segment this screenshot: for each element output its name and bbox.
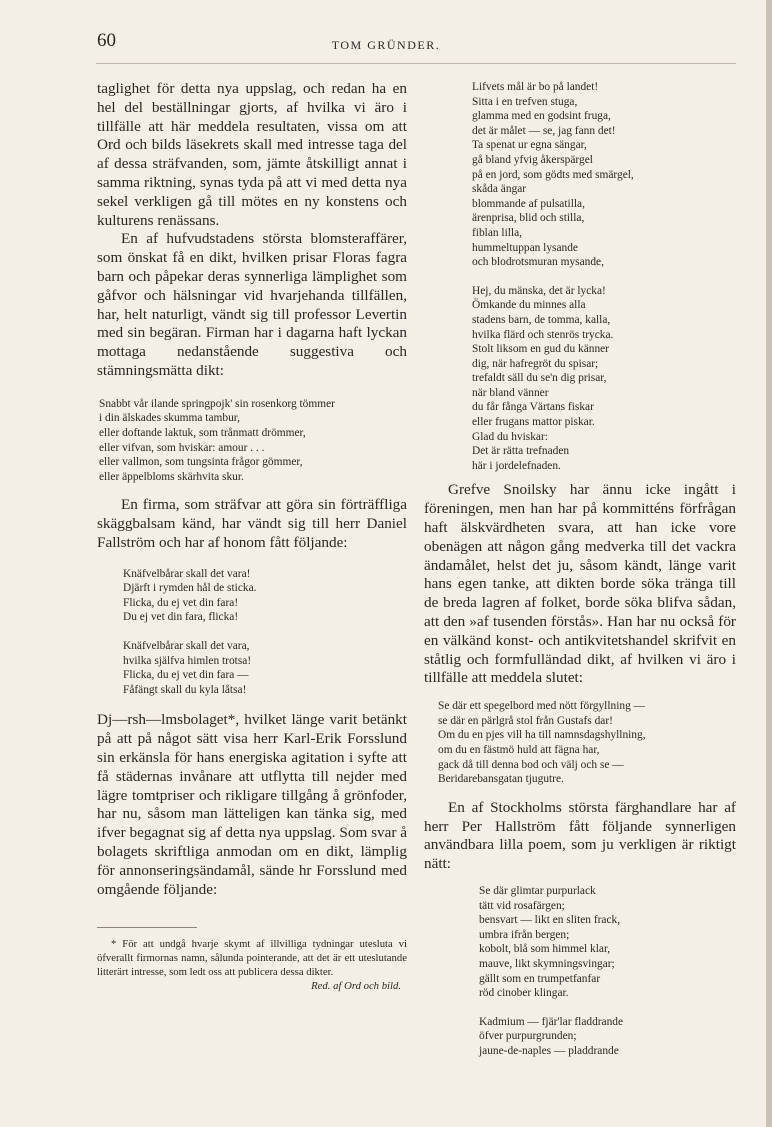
verse-line: Glad du hviskar: <box>472 430 548 443</box>
verse-line: gå bland yfvig åkerspärgel <box>472 153 593 166</box>
verse-line: tätt vid rosafärgen; <box>479 899 565 912</box>
verse-line: Beridarebansgatan tjugutre. <box>438 773 564 786</box>
verse-line: det är målet — se, jag fann det! <box>472 124 616 137</box>
verse-line: gällt som en trumpetfanfar <box>479 972 601 985</box>
verse-line: ärenprisa, blid och stilla, <box>472 212 585 225</box>
poem-fallstrom-stanza-2 <box>123 639 407 697</box>
verse-line: skåda ängar <box>472 183 527 196</box>
poem-fallstrom <box>123 567 407 698</box>
verse-line: trefaldt säll du se'n dig prisar, <box>472 372 607 385</box>
verse-line: blommande af pulsatilla, <box>472 197 585 210</box>
stanza-gap <box>479 1001 736 1015</box>
verse-line: Se där ett spegelbord med nött förgyllning — <box>438 700 646 713</box>
verse-line: mauve, likt skymningsvingar; <box>479 957 615 970</box>
poem-forsslund <box>472 80 736 473</box>
verse-line: hvilka själfva himlen trotsa! <box>123 654 252 667</box>
page-number: 60 <box>97 30 116 51</box>
header-rule <box>96 63 736 64</box>
verse-line: hummeltuppan lysande <box>472 241 578 254</box>
verse-line: se där en pärlgrå stol från Gustafs dar! <box>438 714 613 727</box>
verse-line: gack då till denna bod och välj och se — <box>438 758 624 771</box>
footnote: * För att undgå hvarje skymt af illvilliga tydningar utesluta vi öfverallt firmornas namn, sålunda pointerande, att det är ett uteslutande litterärt intresse, som ledt oss att publicera dessa dikter. <box>97 938 407 978</box>
verse-line: Flicka, du ej vet din fara! <box>123 596 239 609</box>
verse-line: eller vifvan, som hviskar: amour . . . <box>99 441 265 454</box>
verse-line: Fåfängt skall du kyla låtsa! <box>123 683 247 696</box>
verse-line: här i jordelefnaden. <box>472 459 561 472</box>
verse-line: Du ej vet din fara, flicka! <box>123 611 239 624</box>
verse-line: Knäfvelbårar skall det vara! <box>123 567 251 580</box>
stanza-gap <box>123 625 407 639</box>
poem-forsslund-stanza-2 <box>472 284 736 474</box>
verse-line: Hej, du mänska, det är lycka! <box>472 284 606 297</box>
verse-line: Ta spenat ur egna sängar, <box>472 139 587 152</box>
running-head: TOM GRÜNDER. <box>331 38 441 52</box>
verse-line: Djärft i rymden hål de sticka. <box>123 582 257 595</box>
verse-line: Det är rätta trefnaden <box>472 445 570 458</box>
verse-line: hvilka flärd och stenrös trycka. <box>472 328 614 341</box>
verse-line: glamma med en godsint fruga, <box>472 110 611 123</box>
verse-line: Se där glimtar purpurlack <box>479 884 596 897</box>
verse-line: röd cinober klingar. <box>479 987 569 1000</box>
verse-line: Flicka, du ej vet din fara — <box>123 669 249 682</box>
poem-forsslund-stanza-1 <box>472 80 736 270</box>
paragraph-4: Dj—rsh—lmsbolaget*, hvilket länge varit betänkt på att på något sätt visa herr Karl-Erik Forsslund sin erkänsla för hans energiska agitation i syfte att få städernas invånare att utflytta till nejder med lägre tomtpriser och rikligare tillgång å grönfoder, har nu, såsom man lätteligen kan tänka sig, med ifver begagnat sig af detta nya uppslag. Som svar å bolagets skriftliga anmodan om en dikt, lämplig för annonseringsändamål, sände hr Forsslund med omgående följande: <box>97 711 407 898</box>
verse-line: Kadmium — fjär'lar fladdrande <box>479 1015 624 1028</box>
verse-line: eller äppelbloms skärhvita skur. <box>99 470 244 483</box>
verse-line: Sitta i en trefven stuga, <box>472 95 578 108</box>
verse-line: bensvart — likt en sliten frack, <box>479 914 621 927</box>
verse-line: Snabbt vår ilande springpojk' sin rosenkorg tömmer <box>99 397 335 410</box>
paragraph-1: taglighet för detta nya uppslag, och redan ha en hel del beställningar gjorts, af hvilka vi äro i tillfälle att här meddela resultaten, vissa om att Ord och bilds läsekrets skall med intresse taga del af dessa sträfvanden, som, jämte åtskilligt annat i samma riktning, synas tyda på att vi med detta nya sekel verkligen gå till mötes en ny konstens och kulturens renässans. <box>97 80 407 229</box>
verse-line: om du en fästmö huld att fägna har, <box>438 743 600 756</box>
footnote-rule <box>97 927 197 928</box>
verse-line: jaune-de-naples — pladdrande <box>479 1044 619 1057</box>
verse-line: och blodrotsmuran mysande, <box>472 256 604 269</box>
verse-line: Lifvets mål är bo på landet! <box>472 81 599 93</box>
verse-line: umbra ifrån bergen; <box>479 928 570 941</box>
verse-line: stadens barn, de tomma, kalla, <box>472 313 611 326</box>
paragraph-2: En af hufvudstadens största blomsteraffärer, som önskat få en dikt, hvilken prisar Floras fagra barn och påpekar deras synnerliga lämplighet som gåfvor och hälsningar vid hvarjehanda tillfällen, har, helt naturligt, vändt sig till professor Levertin med sin begäran. Firman har i dagarna haft lyckan mottaga nedanstående suggestiva och stämningsmätta dikt: <box>97 230 407 379</box>
verse-line: öfver purpurgrunden; <box>479 1030 577 1043</box>
verse-line: Om du en pjes vill ha till namnsdagshyllning, <box>438 729 646 742</box>
verse-line: Knäfvelbårar skall det vara, <box>123 640 250 653</box>
poem-levertin <box>99 397 407 485</box>
verse-line: eller vallmon, som tungsinta frågor gömmer, <box>99 456 303 469</box>
verse-line: när bland vänner <box>472 386 549 399</box>
verse-line: kobolt, blå som himmel klar, <box>479 943 611 956</box>
verse-line: på en jord, som gödts med smärgel, <box>472 168 634 181</box>
paragraph-3: En firma, som sträfvar att göra sin förträffliga skäggbalsam känd, har vändt sig till herr Daniel Fallström och har af honom fått följande: <box>97 496 407 551</box>
verse-line: dig, när hafregröt du spisar; <box>472 357 599 370</box>
verse-line: i din älskades skumma tambur, <box>99 412 240 425</box>
verse-line: Stolt liksom en gud du känner <box>472 343 609 356</box>
verse-line: eller frugans mattor piskar. <box>472 416 595 429</box>
stanza-gap <box>472 270 736 284</box>
paragraph-6: En af Stockholms största färghandlare har af herr Per Hallström fått följande synnerligen användbara lilla poem, som ju verkligen är riktigt nätt: <box>424 798 736 873</box>
left-column <box>97 80 407 993</box>
verse-line: Ömkande du minnes alla <box>472 299 586 312</box>
right-column <box>424 80 736 1058</box>
page-edge-strip <box>766 0 772 1127</box>
poem-hallstrom-stanza-1 <box>479 884 736 1001</box>
paragraph-5: Grefve Snoilsky har ännu icke ingått i föreningen, men han har på kommitténs förfrågan haft älskvärdheten svara, att han icke vore obenägen att någon gång medverka till det vackra ändamålet, helst det ju, såsom kändt, länge varit hans egen tanke, att dikten borde söka tränga till de breda lagren af folket, borde söka blifva sådan, att den »af tusenden förstås». Han har nu också för en välkänd konst- och antikvitetshandel skrifvit en ståtlig och formfulländad dikt, af hvilken vi äro i tillfälle att meddela slutet: <box>424 481 736 687</box>
poem-hallstrom <box>479 884 736 1059</box>
poem-hallstrom-stanza-2 <box>479 1015 736 1059</box>
verse-line: du får fånga Värtans fiskar <box>472 401 594 414</box>
poem-fallstrom-stanza-1 <box>123 567 407 625</box>
verse-line: eller doftande laktuk, som trånmatt drömmer, <box>99 426 306 439</box>
verse-line: fiblan lilla, <box>472 226 522 239</box>
footnote-signature: Red. af Ord och bild. <box>311 980 401 993</box>
poem-snoilsky <box>438 699 736 787</box>
